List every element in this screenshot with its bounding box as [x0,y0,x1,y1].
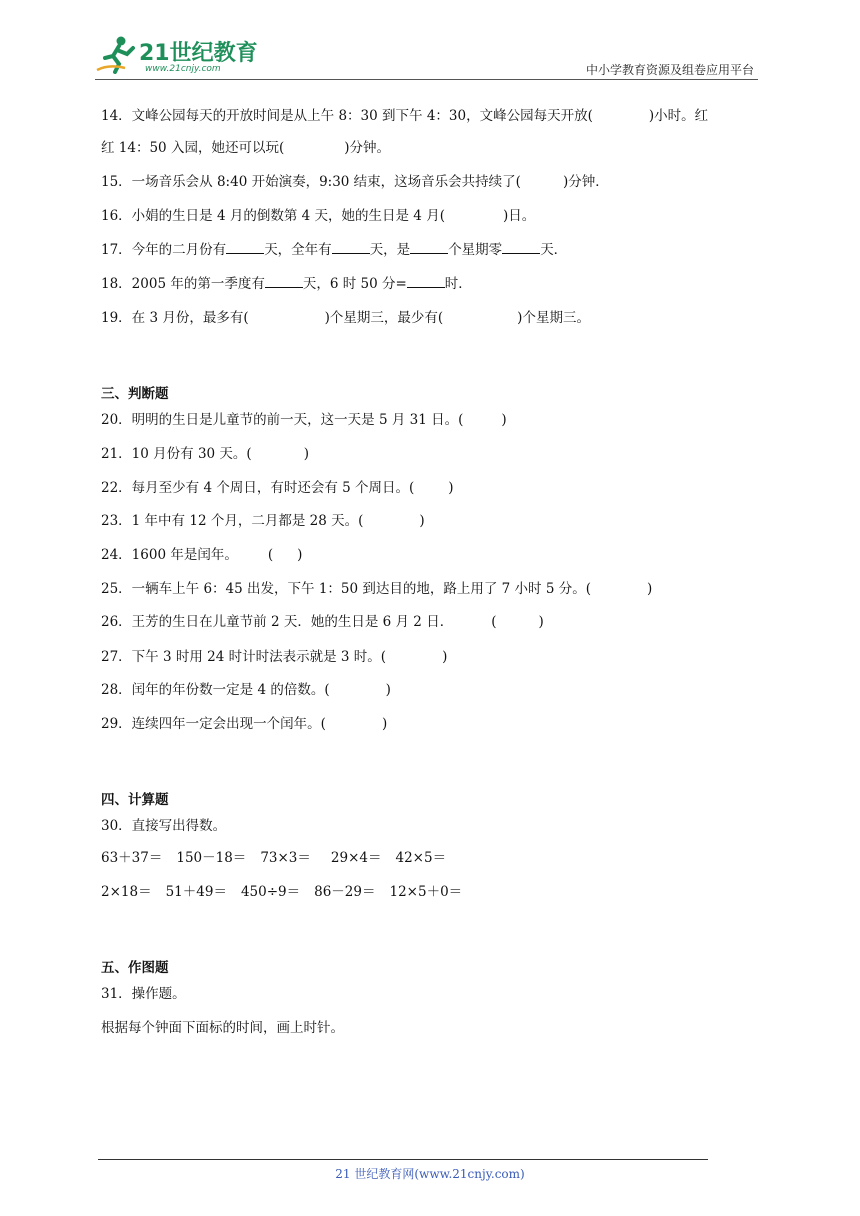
calc-item: 51＋49＝ [165,884,227,900]
question-20: 20．明明的生日是儿童节的前一天，这一天是 5 月 31 日。( ) [101,412,507,428]
answer-blank[interactable] [407,275,445,288]
site-title: 中小学教育资源及组卷应用平台 [585,63,754,77]
question-27: 27．下午 3 时用 24 时计时法表示就是 3 时。( ) [101,649,448,665]
question-24: 24．1600 年是闰年。 ( ) [101,547,303,563]
question-23: 23．1 年中有 12 个月，二月都是 28 天。( ) [101,513,425,529]
calc-item: 86－29＝ [314,884,376,900]
header-divider [95,79,758,80]
answer-blank[interactable] [502,241,540,254]
section-heading-judge: 三、判断题 [101,386,169,402]
calc-item: 12×5＋0＝ [389,884,463,900]
question-14-line1: 14．文峰公园每天的开放时间是从上午 8：30 到下午 4：30，文峰公园每天开放( )小时。红 [101,108,709,124]
logo-text: 21世纪教育 [139,41,258,66]
question-15: 15．一场音乐会从 8:40 开始演奏，9:30 结束，这场音乐会共持续了( )分钟． [101,174,609,190]
answer-blank[interactable] [226,241,264,254]
calc-item: 2×18＝ [101,884,152,900]
answer-blank[interactable] [410,241,448,254]
footer-divider [98,1159,708,1160]
question-16: 16．小娟的生日是 4 月的倒数第 4 天，她的生日是 4 月( )日。 [101,208,536,224]
logo-url: www.21cnjy.com [145,64,221,74]
calc-item: 73×3＝ [260,850,311,866]
runner-logo-icon [95,34,139,74]
question-14-line2: 红 14：50 入园，她还可以玩( )分钟。 [101,140,390,156]
calc-item: 42×5＝ [395,850,447,866]
question-31: 31．操作题。 [101,986,186,1002]
calc-item: 450÷9＝ [240,884,301,900]
section-heading-calc: 四、计算题 [101,792,169,808]
question-29: 29．连续四年一定会出现一个闰年。( ) [101,716,388,732]
question-18: 18．2005 年的第一季度有 天，6 时 50 分= 时． [101,276,472,292]
site-logo [95,34,265,78]
calc-row-1 [101,849,460,867]
page-header [95,30,760,80]
question-19: 19．在 3 月份，最多有( )个星期三，最少有( )个星期三。 [101,310,590,326]
calc-item: 150－18＝ [176,850,247,866]
answer-blank[interactable] [332,241,370,254]
calc-item: 29×4＝ [330,850,382,866]
calc-item: 63＋37＝ [101,850,163,866]
answer-blank[interactable] [265,275,303,288]
question-28: 28．闰年的年份数一定是 4 的倍数。( ) [101,682,391,698]
question-26: 26．王芳的生日在儿童节前 2 天．她的生日是 6 月 2 日． ( ) [101,614,544,630]
page-footer: 21 世纪教育网(www.21cnjy.com) [335,1167,525,1181]
question-30: 30．直接写出得数。 [101,818,227,834]
question-31-description: 根据每个钟面下面标的时间，画上时针。 [101,1020,344,1036]
question-25: 25．一辆车上午 6：45 出发，下午 1：50 到达目的地，路上用了 7 小时 5 分。( ) [101,581,653,597]
section-heading-draw: 五、作图题 [101,960,169,976]
question-21: 21．10 月份有 30 天。( ) [101,446,309,462]
question-22: 22．每月至少有 4 个周日，有时还会有 5 个周日。( ) [101,480,454,496]
question-17: 17．今年的二月份有 天，全年有 天，是 个星期零 天． [101,242,568,258]
calc-row-2 [101,883,476,901]
